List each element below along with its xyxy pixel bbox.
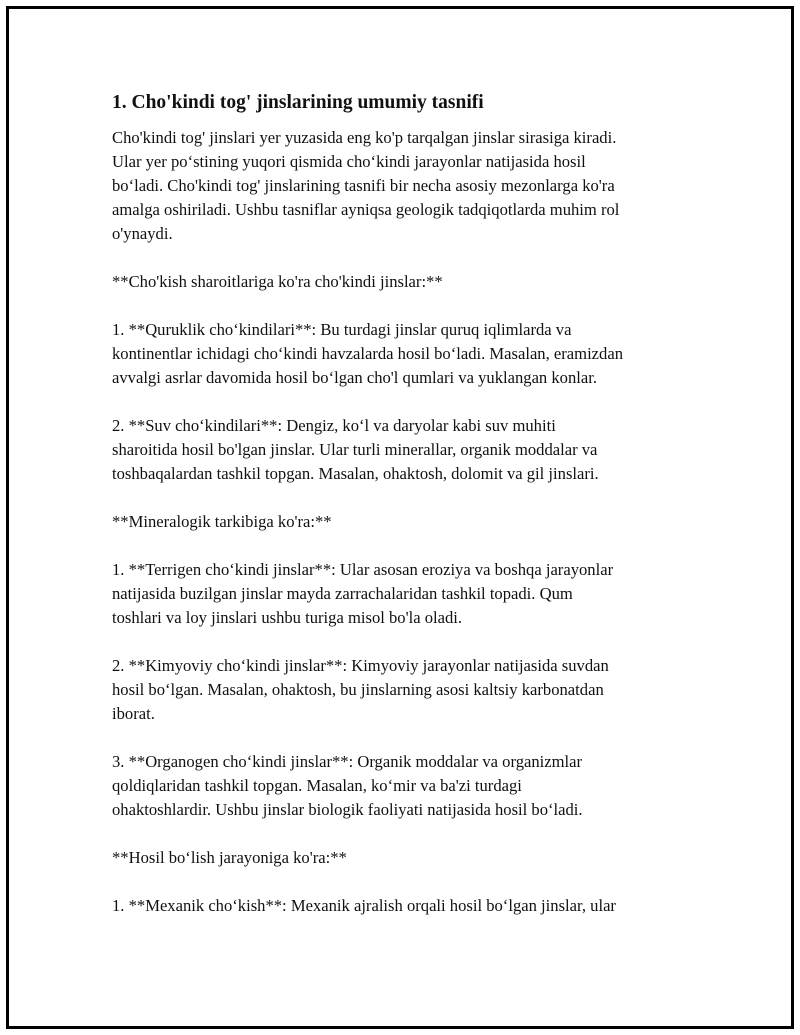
text-line: qoldiqlaridan tashkil topgan. Masalan, ko‘mir va ba'zi turdagi — [112, 776, 522, 795]
text-line: avvalgi asrlar davomida hosil bo‘lgan cho'l qumlari va yuklangan konlar. — [112, 368, 598, 387]
document-body — [112, 90, 692, 942]
text-line: kontinentlar ichidagi cho‘kindi havzalarda hosil bo‘ladi. Masalan, eramizdan — [112, 344, 624, 363]
list-item-organogenic — [112, 750, 692, 822]
text-line: amalga oshiriladi. Ushbu tasniflar ayniqsa geologik tadqiqotlarda muhim rol — [112, 200, 620, 219]
paragraph-intro — [112, 126, 692, 246]
text-line: 2. **Kimyoviy cho‘kindi jinslar**: Kimyoviy jarayonlar natijasida suvdan — [112, 656, 609, 675]
text-line: o'ynaydi. — [112, 224, 173, 243]
text-line: sharoitida hosil bo'lgan jinslar. Ular turli minerallar, organik moddalar va — [112, 440, 598, 459]
list-item-aquatic — [112, 414, 692, 486]
text-line: hosil bo‘lgan. Masalan, ohaktosh, bu jinslarning asosi kaltsiy karbonatdan — [112, 680, 604, 699]
text-line: 3. **Organogen cho‘kindi jinslar**: Organik moddalar va organizmlar — [112, 752, 583, 771]
section-heading-mineralogy — [112, 510, 692, 534]
list-item-continental — [112, 318, 692, 390]
text-line: ohaktoshlardir. Ushbu jinslar biologik faoliyati natijasida hosil bo‘ladi. — [112, 800, 583, 819]
text-line: **Cho'kish sharoitlariga ko'ra cho'kindi jinslar:** — [112, 272, 443, 291]
text-line: natijasida buzilgan jinslar mayda zarrachalaridan tashkil topadi. Qum — [112, 584, 573, 603]
text-line: **Mineralogik tarkibiga ko'ra:** — [112, 512, 332, 531]
section-heading-formation — [112, 846, 692, 870]
text-line: iborat. — [112, 704, 155, 723]
list-item-chemical — [112, 654, 692, 726]
text-line: 1. **Mexanik cho‘kish**: Mexanik ajralish orqali hosil bo‘lgan jinslar, ular — [112, 896, 616, 915]
text-line: toshbaqalardan tashkil topgan. Masalan, ohaktosh, dolomit va gil jinslari. — [112, 464, 599, 483]
text-line: 2. **Suv cho‘kindilari**: Dengiz, ko‘l va daryolar kabi suv muhiti — [112, 416, 556, 435]
text-line: Cho'kindi tog' jinslari yer yuzasida eng ko'p tarqalgan jinslar sirasiga kiradi. — [112, 128, 617, 147]
list-item-mechanical — [112, 894, 692, 918]
text-line: 1. **Quruklik cho‘kindilari**: Bu turdagi jinslar quruq iqlimlarda va — [112, 320, 572, 339]
list-item-terrigenous — [112, 558, 692, 630]
text-line: **Hosil bo‘lish jarayoniga ko'ra:** — [112, 848, 347, 867]
section-heading-deposition — [112, 270, 692, 294]
document-title: 1. Cho'kindi tog' jinslarining umumiy tasnifi — [112, 92, 484, 113]
text-line: 1. **Terrigen cho‘kindi jinslar**: Ular asosan eroziya va boshqa jarayonlar — [112, 560, 614, 579]
text-line: toshlari va loy jinslari ushbu turiga misol bo'la oladi. — [112, 608, 463, 627]
text-line: bo‘ladi. Cho'kindi tog' jinslarining tasnifi bir necha asosiy mezonlarga ko'ra — [112, 176, 615, 195]
text-line: Ular yer po‘stining yuqori qismida cho‘kindi jarayonlar natijasida hosil — [112, 152, 586, 171]
